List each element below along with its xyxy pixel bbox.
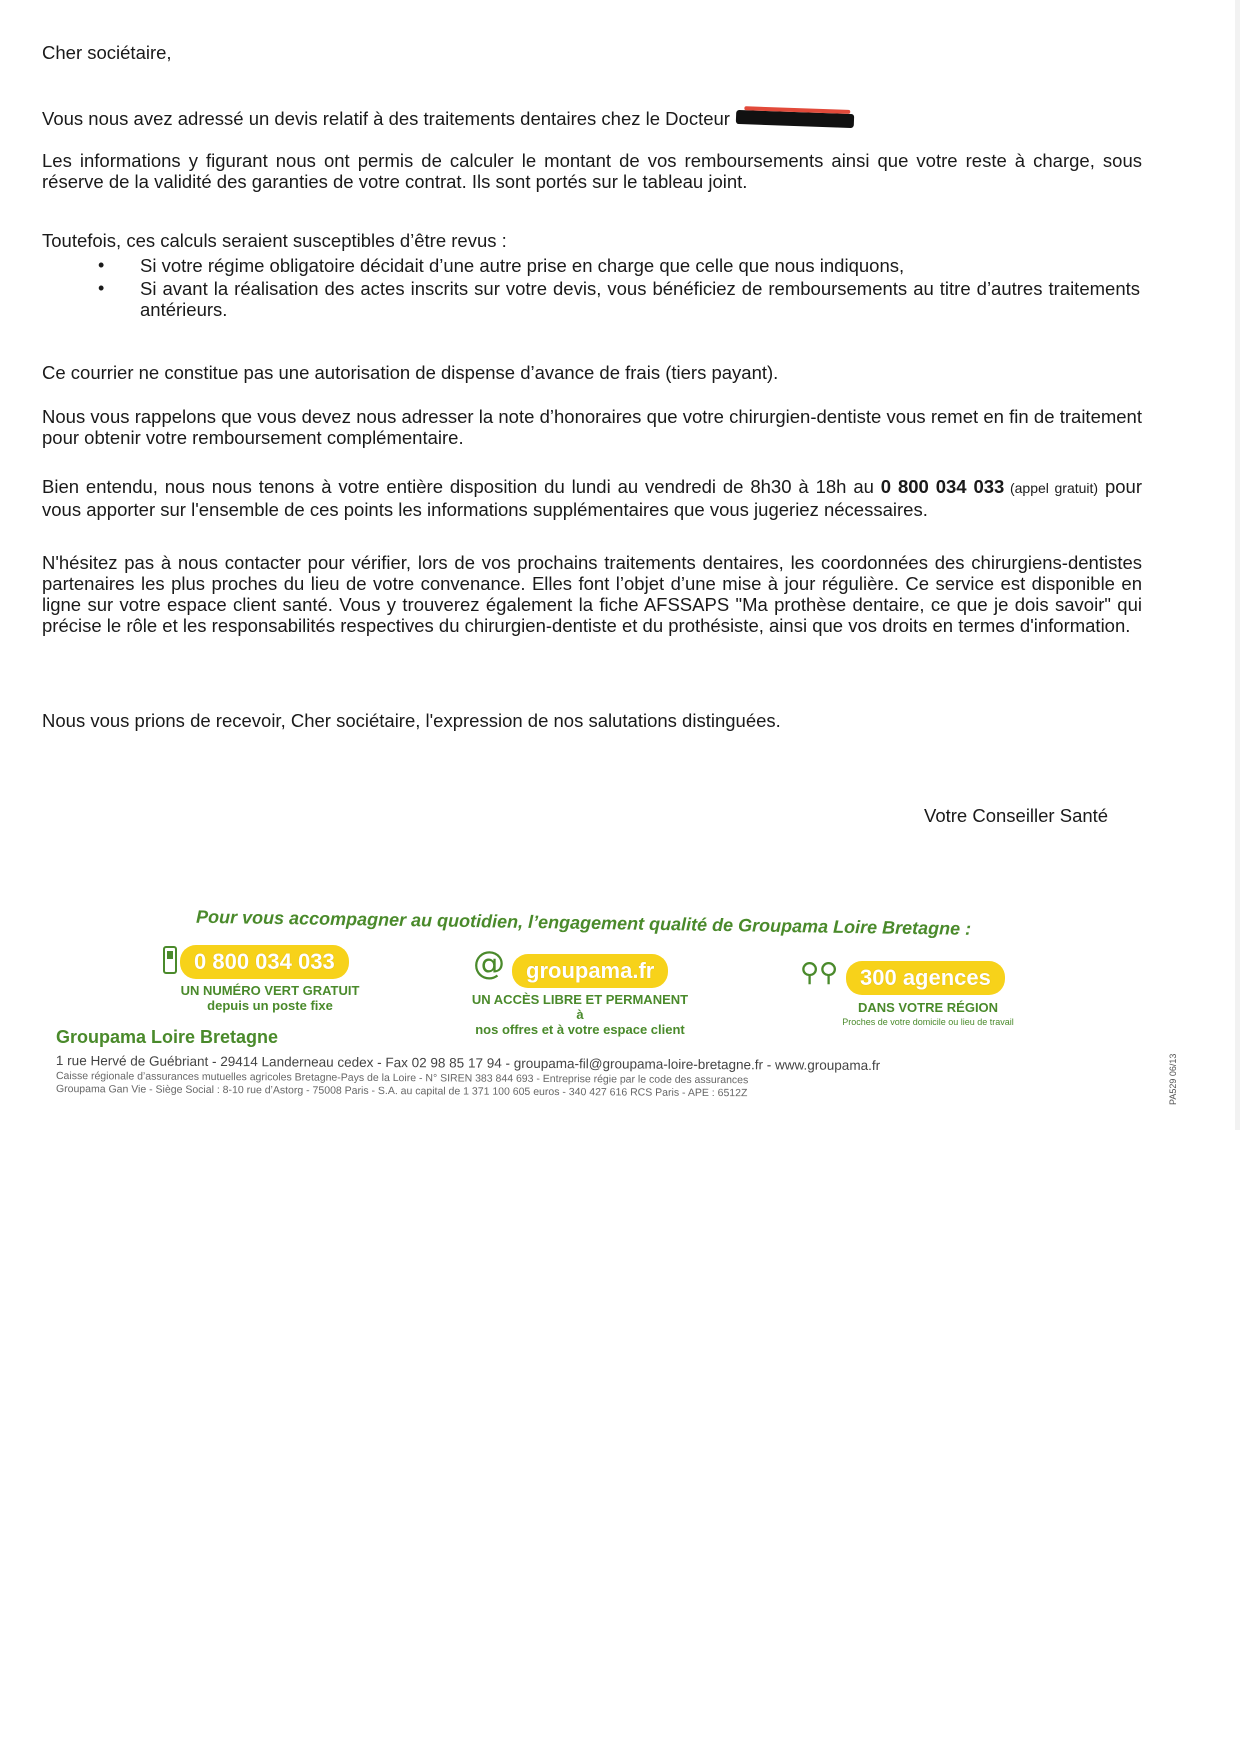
at-sign-icon: @ [473, 944, 505, 982]
salutation: Cher sociétaire, [42, 42, 172, 63]
company-name: Groupama Loire Bretagne [56, 1027, 279, 1047]
web-caption-title: UN ACCÈS LIBRE ET PERMANENT à [471, 992, 689, 1022]
rappel-paragraph: Nous vous rappelons que vous devez nous adresser la note d’honoraires que votre chirurgien-dentiste vous remet en fin de traitement pour obtenir votre remboursement complémentaire. [42, 406, 1142, 448]
phone-number[interactable]: 0 800 034 033 [880, 476, 1005, 497]
list-item [90, 278, 1140, 320]
scan-edge [1235, 0, 1240, 1130]
legal-line-2: Groupama Gan Vie - Siège Social : 8-10 rue d’Astorg - 75008 Paris - S.A. au capital de 1 371 100 605 euros - 340 427 616 RCS Paris - APE : 6512Z [55, 1083, 748, 1100]
courrier-paragraph: Ce courrier ne constitue pas une autorisation de dispense d’avance de frais (tiers payant). [42, 362, 779, 383]
free-call-note: (appel gratuit) [1004, 480, 1099, 496]
conditions-list [90, 255, 1140, 322]
tel-caption-sub: depuis un poste fixe [207, 998, 333, 1013]
legal-line-1: Caisse régionale d’assurances mutuelles agricoles Bretagne-Pays de la Loire - N° SIREN 383 844 693 - Entreprise régie par le code des assurances [55, 1070, 749, 1087]
agences-caption [838, 1000, 1018, 1030]
people-icon: ⚲⚲ [800, 958, 839, 988]
agences-caption-sub: Proches de votre domicile ou lieu de travail [842, 1017, 1014, 1027]
list-item-text: Si votre régime obligatoire décidait d’une autre prise en charge que celle que nous indiquons, [140, 255, 905, 276]
agences-caption-title: DANS VOTRE RÉGION [857, 1000, 999, 1015]
list-item-text: Si avant la réalisation des actes inscrits sur votre devis, vous bénéficiez de remboursements au titre d’autres traitements antérieurs. [140, 278, 1140, 320]
mobile-phone-icon [163, 946, 177, 974]
document-reference: PA529 06/13 [1168, 1053, 1178, 1105]
agences-pill[interactable]: 300 agences [846, 961, 1005, 995]
info-paragraph: Les informations y figurant nous ont permis de calculer le montant de vos remboursements ainsi que votre reste à charge, sous réserve de la validité des garanties de votre contrat. Ils sont portés sur le tableau joint. [42, 150, 1142, 192]
devis-paragraph [42, 108, 1142, 129]
bullet-icon: • [98, 255, 105, 275]
web-caption [470, 992, 690, 1037]
devis-text: Vous nous avez adressé un devis relatif à des traitements dentaires chez le Docteur [42, 108, 730, 129]
toutefois-paragraph: Toutefois, ces calculs seraient susceptibles d’être revus : [42, 230, 507, 251]
contact-text-end: pour vous apporter sur l'ensemble de ces points les informations supplémentaires que vous jugeriez nécessaires. [42, 476, 1143, 520]
list-item [90, 255, 1140, 276]
bullet-icon: • [98, 278, 105, 298]
redacted-doctor-name [736, 110, 854, 128]
contact-paragraph [42, 476, 1142, 520]
contact-text-start: Bien entendu, nous nous tenons à votre entière disposition du lundi au vendredi de 8h30 à 18h au [42, 476, 881, 497]
hesitez-paragraph: N'hésitez pas à nous contacter pour vérifier, lors de vos prochains traitements dentaires, les coordonnées des chirurgiens-dentistes partenaires les plus proches du lieu de votre convenance. Elles font l’objet d’une mise à jour régulière. Ce service est disponible en ligne sur votre espace client santé. Vous y trouverez également la fiche AFSSAPS "Ma prothèse dentaire, ce que je dois savoir" qui précise le rôle et les responsabilités respectives du chirurgien-dentiste et du prothésiste, ainsi que vos droits en termes d'information. [42, 552, 1142, 636]
closing-paragraph: Nous vous prions de recevoir, Cher sociétaire, l'expression de nos salutations distinguées. [42, 710, 781, 731]
tel-caption [180, 983, 360, 1013]
tel-pill[interactable]: 0 800 034 033 [180, 945, 349, 979]
engagement-banner: Pour vous accompagner au quotidien, l’engagement qualité de Groupama Loire Bretagne : [195, 906, 972, 939]
web-caption-sub: nos offres et à votre espace client [475, 1022, 685, 1037]
web-pill[interactable]: groupama.fr [512, 954, 668, 988]
tel-caption-title: UN NUMÉRO VERT GRATUIT [180, 983, 360, 998]
company-address: 1 rue Hervé de Guébriant - 29414 Landerneau cedex - Fax 02 98 85 17 94 - groupama-fil@groupama-loire-bretagne.fr - www.groupama.fr [55, 1053, 881, 1074]
signature: Votre Conseiller Santé [924, 805, 1109, 826]
